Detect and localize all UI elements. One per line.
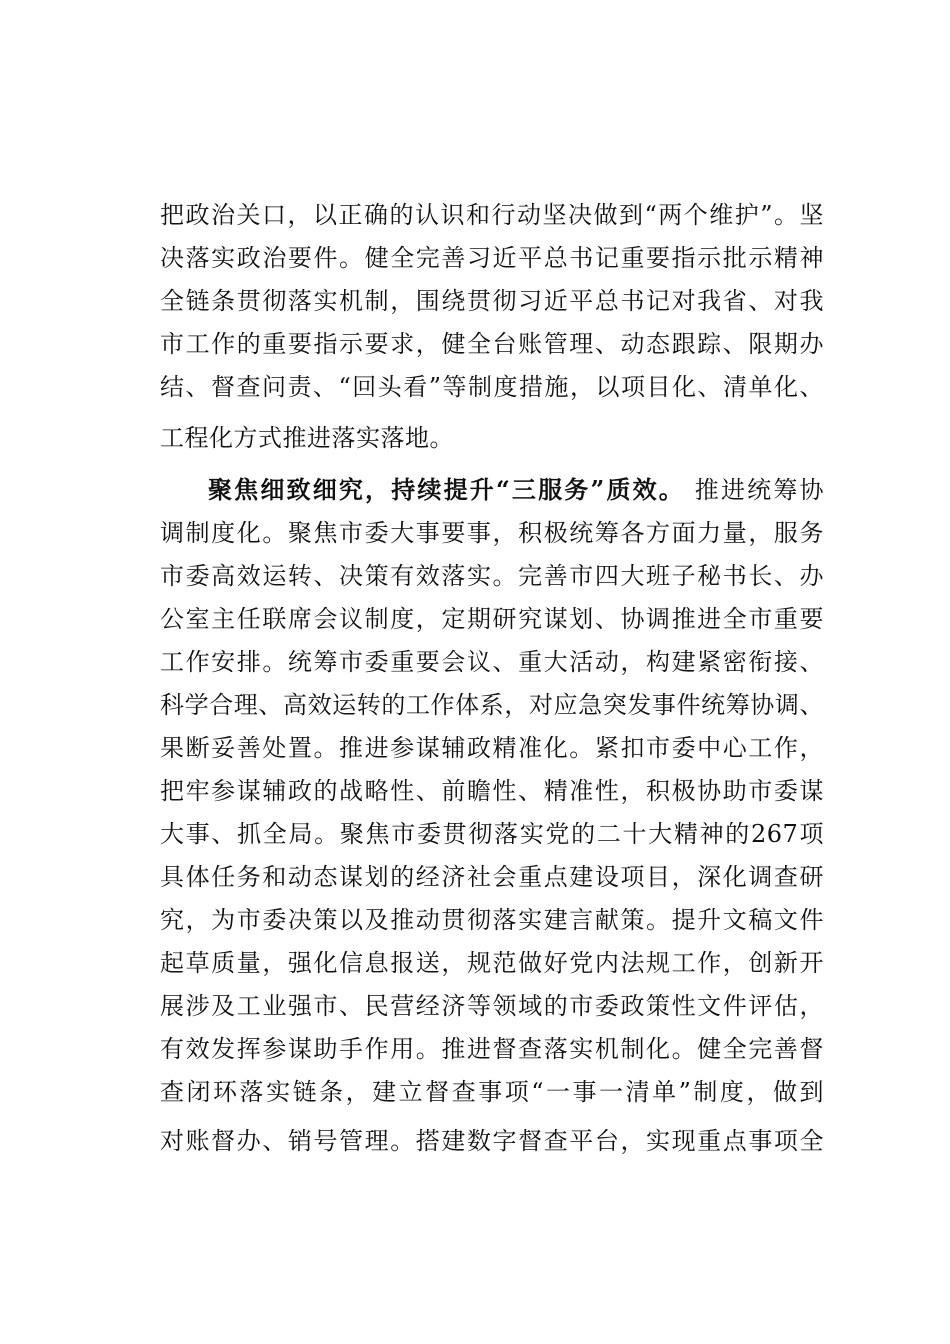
- paragraph-1-line-2: 决落实政治要件。健全完善习近平总书记重要指示批示精神: [160, 244, 824, 272]
- paragraph-1-line-1: 把政治关口，以正确的认识和行动坚决做到“两个维护”。坚: [160, 201, 824, 229]
- paragraph-2-line-8: 把牢参谋辅政的战略性、前瞻性、精准性，积极协助市委谋: [160, 777, 824, 805]
- paragraph-2-line-3: 市委高效运转、决策有效落实。完善市四大班子秘书长、办: [160, 562, 824, 590]
- paragraph-2-line-4: 公室主任联席会议制度，定期研究谋划、协调推进全市重要: [160, 605, 824, 633]
- paragraph-2-line-16: 对账督办、销号管理。搭建数字督查平台，实现重点事项全: [160, 1127, 824, 1155]
- paragraph-2-line-6: 科学合理、高效运转的工作体系，对应急突发事件统筹协调、: [160, 691, 824, 719]
- paragraph-2-line-12: 起草质量，强化信息报送，规范做好党内法规工作，创新开: [160, 949, 824, 977]
- paragraph-2-line-11: 究，为市委决策以及推动贯彻落实建言献策。提升文稿文件: [160, 906, 824, 934]
- paragraph-2-line-10: 具体任务和动态谋划的经济社会重点建设项目，深化调查研: [160, 863, 824, 891]
- paragraph-2-heading: 聚焦细致细究，持续提升“三服务”质效。: [208, 475, 685, 504]
- paragraph-2-line-5: 工作安排。统筹市委重要会议、重大活动，构建紧密衔接、: [160, 648, 824, 676]
- paragraph-2-line-15: 查闭环落实链条，建立督查事项“一事一清单”制度，做到: [160, 1078, 824, 1106]
- paragraph-2-line-1: [208, 474, 824, 506]
- paragraph-1-line-4: 市工作的重要指示要求，健全台账管理、动态跟踪、限期办: [160, 330, 824, 358]
- paragraph-2-line-13: 展涉及工业强市、民营经济等领域的市委政策性文件评估，: [160, 992, 824, 1020]
- paragraph-2-first-line-rest: 推进统筹协: [694, 476, 825, 504]
- paragraph-2-line-2: 调制度化。聚焦市委大事要事，积极统筹各方面力量，服务: [160, 519, 824, 547]
- paragraph-1-line-3: 全链条贯彻落实机制，围绕贯彻习近平总书记对我省、对我: [160, 287, 824, 315]
- paragraph-1-line-5: 结、督查问责、“回头看”等制度措施，以项目化、清单化、: [160, 373, 824, 401]
- paragraph-2-line-14: 有效发挥参谋助手作用。推进督查落实机制化。健全完善督: [160, 1035, 824, 1063]
- paragraph-1-line-6: 工程化方式推进落实落地。: [160, 424, 454, 452]
- paragraph-2-line-7: 果断妥善处置。推进参谋辅政精准化。紧扣市委中心工作，: [160, 734, 824, 762]
- paragraph-2-line-9: 大事、抓全局。聚焦市委贯彻落实党的二十大精神的267项: [160, 820, 824, 848]
